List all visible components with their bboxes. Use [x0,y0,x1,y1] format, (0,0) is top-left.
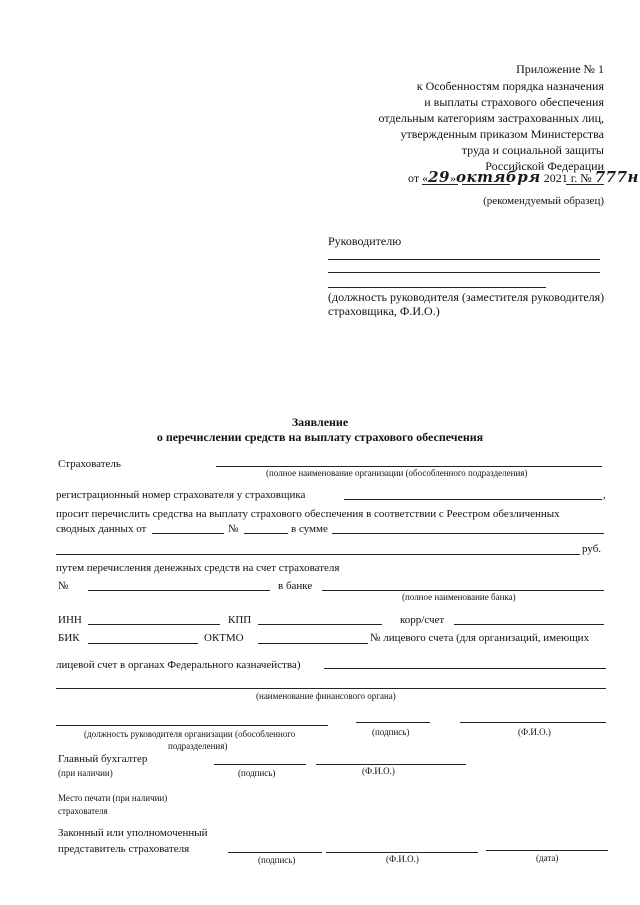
regnum-field[interactable] [344,499,602,500]
personal-account-field[interactable] [324,668,606,669]
oktmo-label: ОКТМО [204,632,244,644]
handwritten-number: 777н [594,168,639,186]
head-fio-field[interactable] [460,722,606,723]
accountant-sign-caption: (подпись) [238,768,276,778]
representative-date-field[interactable] [486,850,608,851]
accountant-signature-field[interactable] [214,764,306,765]
appendix-line-2: к Особенностям порядка назначения [416,79,604,93]
insurer-caption: (полное наименование организации (обособленного подразделения) [266,468,528,478]
account-number-label: № [58,580,69,592]
representative-sign-caption: (подпись) [258,855,296,865]
bank-label: в банке [278,580,313,592]
appendix-line-5: утвержденным приказом Министерства [400,127,604,141]
request-text-1: просит перечислить средства на выплату страхового обеспечения в соответствии с Реестром обезличенных [56,508,560,520]
appendix-line-3: и выплаты страхового обеспечения [424,95,604,109]
regnum-comma: , [603,489,606,501]
rub-label: руб. [582,543,602,555]
order-number-underline [566,184,604,185]
date-mid: » [449,171,456,185]
recipient-line-3 [328,287,546,288]
handwritten-day: 29 [428,168,450,186]
accountant-fio-caption: (Ф.И.О.) [362,766,395,776]
regnum-label: регистрационный номер страхователя у страховщика [56,489,306,501]
inn-field[interactable] [88,624,220,625]
representative-signature-field[interactable] [228,852,322,853]
date-year: 2021 г. № [543,171,592,185]
representative-label-2: представитель страхователя [58,843,190,855]
request-text-2c: в сумме [291,523,328,535]
recipient-label: Руководителю [328,234,402,248]
document-subtitle: о перечислении средств на выплату страхового обеспечения [156,430,484,444]
registry-date-field[interactable] [152,533,224,534]
head-fio-caption: (Ф.И.О.) [518,727,551,737]
stamp-label-2: страхователя [58,806,108,816]
bik-label: БИК [58,632,80,644]
accountant-label: Главный бухгалтер [58,753,148,765]
kpp-label: КПП [228,614,252,626]
insurer-name-field[interactable] [216,466,602,467]
accountant-fio-field[interactable] [316,764,466,765]
date-day-underline [422,184,458,185]
recipient-caption-1: (должность руководителя (заместителя руководителя) [328,290,605,304]
date-prefix: от « [408,171,429,185]
transfer-label: путем перечисления денежных средств на счет страхователя [56,562,340,574]
appendix-number: Приложение № 1 [516,62,604,76]
head-caption-2: подразделения) [168,741,228,751]
financial-body-caption: (наименование финансового органа) [256,691,396,701]
head-sign-caption: (подпись) [372,727,410,737]
amount-field[interactable] [332,533,604,534]
registry-number-field[interactable] [244,533,288,534]
head-position-field[interactable] [56,725,328,726]
request-text-2a: сводных данных от [56,523,147,535]
request-text-2b: № [228,523,239,535]
handwritten-month: октября [455,168,541,186]
corr-account-label: корр/счет [400,614,445,626]
bank-caption: (полное наименование банка) [402,592,516,602]
account-number-field[interactable] [88,590,270,591]
recipient-caption-2: страховщика, Ф.И.О.) [328,304,440,318]
representative-date-caption: (дата) [536,853,559,863]
kpp-field[interactable] [258,624,382,625]
recipient-line-1 [328,259,600,260]
treasury-label: лицевой счет в органах Федерального казначейства) [56,659,301,671]
stamp-label-1: Место печати (при наличии) [58,793,168,803]
oktmo-field[interactable] [258,643,368,644]
insurer-label: Страхователь [58,458,121,470]
date-month-underline [462,184,510,185]
recommended-note: (рекомендуемый образец) [483,195,604,207]
financial-body-field[interactable] [56,688,606,689]
amount-words-field[interactable] [56,554,580,555]
head-caption-1: (должность руководителя организации (обособленного [84,729,296,739]
bik-field[interactable] [88,643,198,644]
appendix-line-4: отдельным категориям застрахованных лиц, [378,111,604,125]
representative-fio-field[interactable] [326,852,478,853]
recipient-line-2 [328,272,600,273]
document-title: Заявление [291,415,349,429]
inn-label: ИНН [58,614,82,626]
appendix-line-6: труда и социальной защиты [461,143,604,157]
representative-label-1: Законный или уполномоченный [58,827,208,839]
accountant-if-any: (при наличии) [58,768,113,778]
bank-name-field[interactable] [322,590,604,591]
personal-account-label: № лицевого счета (для организаций, имеющих [370,632,590,644]
representative-fio-caption: (Ф.И.О.) [386,854,419,864]
appendix-line-7: Российской Федерации [485,159,604,173]
corr-account-field[interactable] [454,624,604,625]
head-signature-field[interactable] [356,722,430,723]
